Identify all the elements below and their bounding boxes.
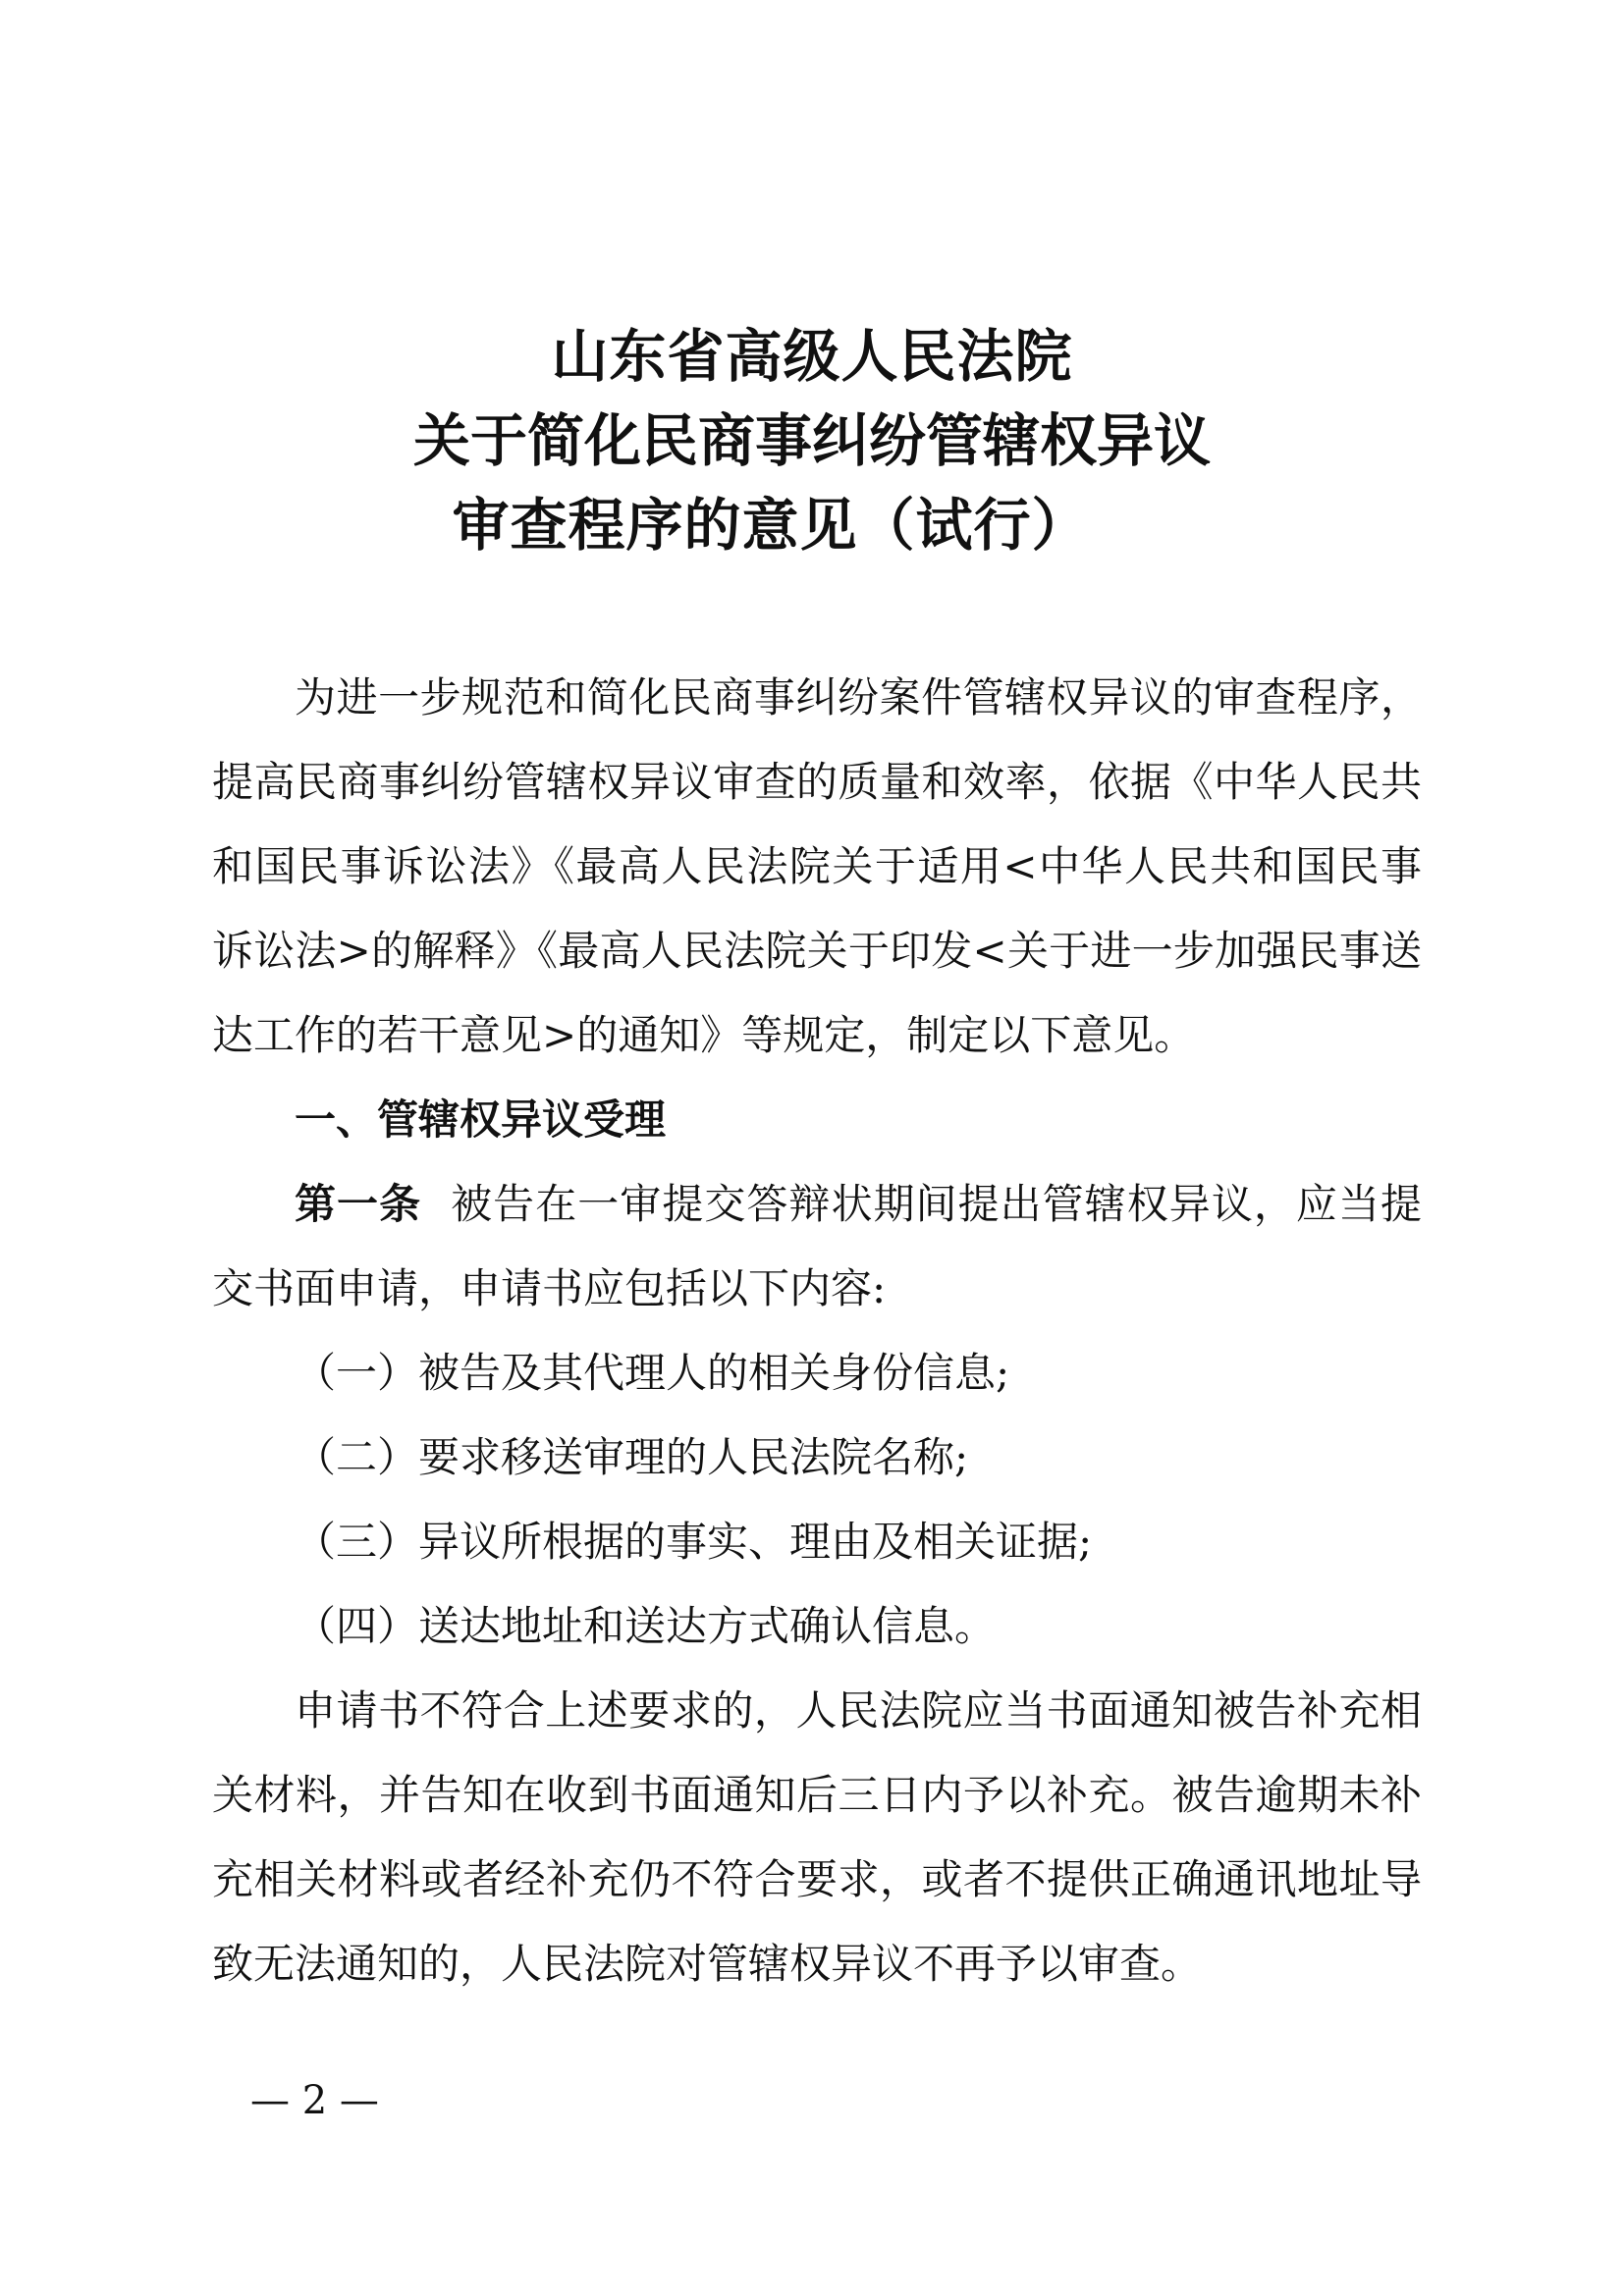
section-heading: 一、管辖权异议受理 [295, 1095, 667, 1144]
list-item: （二）要求移送审理的人民法院名称; [295, 1433, 969, 1481]
document-body [212, 656, 1422, 2006]
article-label: 第一条 [295, 1180, 422, 1228]
document-title [0, 314, 1624, 567]
article-1-paragraph [212, 1162, 1422, 1331]
list-item: （一）被告及其代理人的相关身份信息; [295, 1349, 1010, 1397]
list-item: （四）送达地址和送达方式确认信息。 [295, 1602, 997, 1650]
article-text: 被告在一审提交答辩状期间提出管辖权异议，应当提交书面申请，申请书应包括以下内容: [212, 1180, 1422, 1312]
closing-paragraph: 申请书不符合上述要求的，人民法院应当书面通知被告补充相关材料，并告知在收到书面通知后三日内予以补充。被告逾期未补充相关材料或者经补充仍不符合要求，或者不提供正确通讯地址导致无法通知的，人民法院对管辖权异议不再予以审查。 [212, 1686, 1422, 1988]
list-item: （三）异议所根据的事实、理由及相关证据; [295, 1518, 1093, 1566]
title-line-1: 山东省高级人民法院 [551, 323, 1073, 390]
title-line-3: 审查程序的意见（试行） [452, 492, 1090, 559]
page-number: — 2 — [250, 2078, 379, 2123]
title-line-2: 关于简化民商事纠纷管辖权异议 [412, 407, 1211, 474]
intro-paragraph: 为进一步规范和简化民商事纠纷案件管辖权异议的审查程序，提高民商事纠纷管辖权异议审查的质量和效率，依据《中华人民共和国民事诉讼法》《最高人民法院关于适用<中华人民共和国民事诉讼法>的解释》《最高人民法院关于印发<关于进一步加强民事送达工作的若干意见>的通知》等规定，制定以下意见。 [212, 673, 1422, 1059]
